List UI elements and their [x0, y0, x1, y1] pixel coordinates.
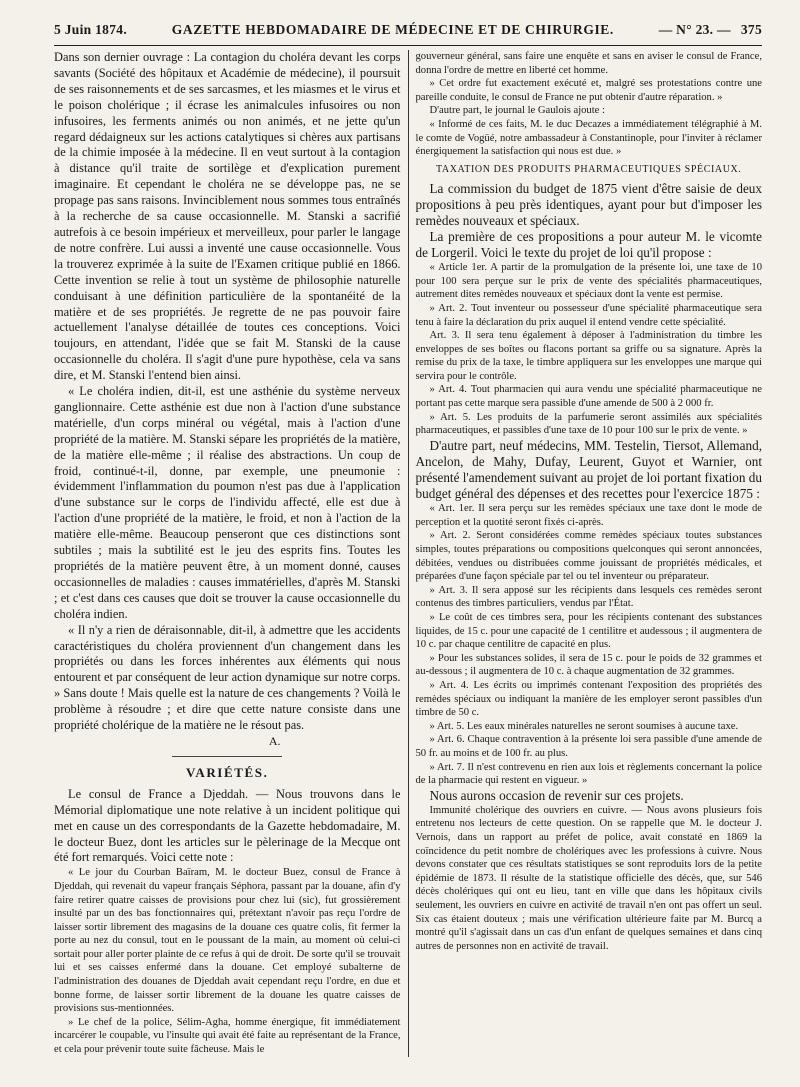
left-paragraph-3: « Il n'y a rien de déraisonnable, dit-il, à admettre que les accidents caractéristiques du choléra proviennent d'un changement dans les propriétés ou dans les forces inhérentes aux éléments qui nous entourent et par conséquent de leur action dynamique sur notre corps. » Sans doute ! Mais quelle est la nature de ces changements ? Voilà le problème à résoudre ; et dire que cette nature consiste dans une propriété cholérique de la matière ne le résout pas.	[54, 622, 401, 733]
left-column	[54, 50, 401, 1057]
consul-note-1: « Le jour du Courban Baïram, M. le docteur Buez, consul de France à Djeddah, qui revenait du vapeur français Séphora, passant par la douane, afin d'y faire retirer quatre caisses de provisions pour chez lui (sic), fut grossièrement insulté par un des bas fonctionnaires qui, prétextant n'avoir pas reçu l'ordre de laisser sortir librement des magasins de la douane ces quatre colis, fit fermer la porte au nez du consul, tout en le poussant de la main, au moment où celui-ci sortait pour aller porter plainte de ce refus à qui de droit. De sorte qu'il se trouvait lui et ses caisses enfermé dans la douane. Cet employé subalterne de l'administration des douanes de Djeddah avait cependant reçu l'ordre, en due et bonne forme, de laisser sortir librement de la douane les quatre caisses de provisions sus-mentionnées.	[54, 867, 401, 1015]
article-signature: A.	[268, 733, 281, 748]
varietes-heading: VARIÉTÉS.	[186, 764, 269, 780]
amendment-article-1: « Art. 1er. Il sera perçu sur les remèdes spéciaux une taxe dont le mode de perception et la quotité seront fixés ci-après.	[415, 503, 762, 528]
amendment-liquids: » Le coût de ces timbres sera, pour les récipients contenant des substances liquides, de 15 c. pour une capacité de 1 centilitre et audessous ; il augmentera de 10 c. par chaque centilitre de capacité en plus.	[415, 611, 762, 651]
amendment-article-7: » Art. 7. Il n'est contrevenu en rien aux lois et règlements concernant la police de la pharmacie qui restent en vigueur. »	[415, 761, 762, 787]
header-rule	[54, 45, 762, 46]
amendment-article-3: » Art. 3. Il sera apposé sur les récipients dans lesquels ces remèdes seront contenus des timbres particuliers, vendus par l'État.	[415, 584, 762, 610]
closing-remark: Nous aurons occasion de revenir sur ces projets.	[429, 787, 684, 803]
columns	[54, 50, 762, 1057]
consul-note-2: » Le chef de la police, Sélim-Agha, homme énergique, fit immédiatement incarcérer le coupable, vu l'insulte qui avait été faite au représentant de la France, et cela pour prévenir toute suite fâcheuse. Mais le	[54, 1016, 401, 1056]
issue-number: — N° 23. —	[658, 22, 731, 37]
taxation-intro: La commission du budget de 1875 vient d'être saisie de deux propositions à peu près identiques, ayant pour but d'imposer les remèdes nouveaux et spéciaux.	[415, 180, 762, 228]
column-divider	[408, 50, 409, 1057]
consul-intro: Le consul de France a Djeddah. — Nous trouvons dans le Mémorial diplomatique une note relative à un incident politique qui met en cause un des correspondants de la Gazette hebdomadaire, M. le docteur Buez, dont les articles sur le pèlerinage de la Mecque ont été fort remarqués. Voici cette note :	[54, 786, 401, 865]
taxation-heading: TAXATION DES PRODUITS PHARMACEUTIQUES SPÉCIAUX.	[436, 163, 742, 175]
section-divider	[172, 756, 282, 757]
lorgeril-article-5: » Art. 5. Les produits de la parfumerie seront assimilés aux spécialités pharmaceutiques, et passibles d'une taxe de 10 pour 100 sur le prix de vente. »	[415, 411, 762, 437]
copper-workers-article: Immunité cholérique des ouvriers en cuivre. — Nous avons plusieurs fois entretenu nos lecteurs de cette question. On se rappelle que M. le docteur J. Vernois, dans un rapport au préfet de police, avait constaté en 1869 la coïncidence du petit nombre de cholériques avec les professions à cuivre. Nous devons constater que ces résultats statistiques se sont reproduits lors de la petite épidémie de 1873. Il résulte de la statistique officielle des décès, que, sur 546 décès cholériques qui ont eu lieu, tant en ville que dans les hôpitaux civils seulement, les ouvriers en cuivre en activité de travail n'en ont pas offert un seul. Six cas étaient douteux ; mais une vérification ultérieure faite par M. Burcq a montré qu'il s'agissait dans un cas d'un enfant de quelques semaines et dans cinq autres de personnes non en activité de travail.	[415, 804, 762, 952]
amendment-article-5: » Art. 5. Les eaux minérales naturelles ne seront soumises à aucune taxe.	[429, 720, 739, 732]
consul-note-3: gouverneur général, sans faire une enquête et sans en aviser le consul de France, donna l'ordre de mettre en liberté cet homme.	[415, 51, 762, 76]
amendment-article-6: » Art. 6. Chaque contravention à la présente loi sera passible d'une amende de 50 fr. au moins et de 100 fr. au plus.	[415, 734, 762, 759]
amendment-solids: » Pour les substances solides, il sera de 15 c. pour le poids de 32 grammes et au-dessous ; il augmentera de 10 c. à chaque augmentation de 32 grammes.	[415, 652, 762, 678]
left-paragraph-1: Dans son dernier ouvrage : La contagion du choléra devant les corps savants (Société des hôpitaux et Académie de médecine), il poursuit de ses raisonnements et de ses sarcasmes, et les miasmes et le virus et le poison cholérique ; il écrase les animalcules infusoires ou non infusoires, les ferments animés ou non animés, et ne jette qu'un regard dédaigneux sur les actions catalytiques si chères aux partisans de la chimie imposée à la médecine. Il en veut surtout à la contagion à distance qu'il traite de sortilège et d'explication purement imaginaire. Et cependant le choléra ne se développe pas, ne se propage pas sans raisons. Invinciblement nous sommes tous entraînés à la recherche de sa cause occasionnelle. M. Stanski a sacrifié autrefois à ce besoin impérieux et merveilleux, pour parler le langage de notre confrère. Lui aussi a inventé une cause occasionnelle. Vous la trouverez exprimée à la suite de l'Examen critique publié en 1866. Cette invention se relie à tout un système de philosophie naturelle conduisant à une définition particulière de la spontanéité de la matière et de ses propriétés. Je regrette de ne pas pouvoir faire actuellement l'analyse détaillée de toutes ces conceptions. Voici toujours, en attendant, l'idée que se fait M. Stanski de la cause occasionnelle du choléra. Il s'agit d'une pure hypothèse, cela va sans dire, et M. Stanski l'entend bien ainsi.	[54, 50, 401, 383]
left-paragraph-2: « Le choléra indien, dit-il, est une asthénie du système nerveux ganglionnaire. Cette asthénie est due non à l'action d'une substance matérielle, d'un corps minéral ou végétal, mais à l'action d'une propriété de la matière. M. Stanski sépare les propriétés de la matière, de la matière elle-même ; il réalise des abstractions. Un coup de froid, continué-t-il, donne, par exemple, une pneumonie : évidemment l'inflammation du poumon n'est pas due à l'application d'une substance sur le corps de l'individu affecté, elle est due à l'action d'une propriété de la matière, le froid, et non à l'action de la matière elle-même. Beaucoup penseront que ces distinctions sont subtiles ; mais la subtilité est le jeu des esprits fins. Toutes les propriétés de la matière peuvent être, à un moment donné, causes occasionnelles de maladies : causes immatérielles, d'après M. Stanski ; et c'est dans ces causes que doit se trouver la cause occasionnelle du choléra indien.	[54, 384, 401, 621]
header-date: 5 Juin 1874.	[54, 22, 127, 37]
amendment-intro: D'autre part, neuf médecins, MM. Testelin, Tiersot, Allemand, Ancelon, de Mahy, Dufay, Leurent, Guyot et Warnier, ont présenté l'amendement suivant au projet de loi portant fixation du budget général des dépenses et des recettes pour l'exercice 1875 :	[415, 437, 762, 502]
lorgeril-article-2: » Art. 2. Tout inventeur ou possesseur d'une spécialité pharmaceutique sera tenu à faire la déclaration du prix auquel il entend vendre cette spécialité.	[415, 302, 762, 328]
lorgeril-intro: La première de ces propositions a pour auteur M. le vicomte de Lorgeril. Voici le texte du projet de loi qu'il propose :	[415, 228, 762, 261]
lorgeril-article-3: Art. 3. Il sera tenu également à déposer à l'administration du timbre les enveloppes de ses boîtes ou flacons portant sa griffe ou sa signature. Après la remise du prix de la taxe, le timbre appliquera sur les enveloppes une marque qui servira pour le contrôle.	[415, 330, 762, 382]
page-header	[54, 22, 762, 42]
lorgeril-article-1: « Article 1er. A partir de la promulgation de la présente loi, une taxe de 10 pour 100 sera perçue sur le prix de vente des spécialités pharmaceutiques, autrement dites remèdes nouveaux et spéciaux dont la vente est permise.	[415, 262, 762, 301]
journal-title: GAZETTE HEBDOMADAIRE DE MÉDECINE ET DE CHIRURGIE.	[171, 22, 614, 37]
right-column	[416, 50, 763, 1057]
consul-note-4: » Cet ordre fut exactement exécuté et, malgré ses protestations contre une pareille conduite, le consul de France ne put obtenir d'autre réparation. »	[415, 78, 762, 103]
page-number: 375	[740, 22, 762, 37]
gaulois-quote: « Informé de ces faits, M. le duc Decazes a immédiatement télégraphié à M. le comte de Vogüé, notre ambassadeur à Constantinople, pour l'inviter à réclamer énergiquement la satisfaction qui nous est due. »	[415, 118, 762, 158]
gaulois-intro: D'autre part, le journal le Gaulois ajoute :	[429, 105, 605, 117]
amendment-article-4: » Art. 4. Les écrits ou imprimés contenant l'exposition des propriétés des remèdes spéciaux ou indiquant la manière de les employer seront passibles d'un timbre de 50 c.	[415, 679, 762, 719]
amendment-article-2: » Art. 2. Seront considérées comme remèdes spéciaux toutes substances simples, toutes préparations ou compositions quelconques qui seront annoncées, débitées, vendues ou distribuées comme jouissant de propriétés médicales, et préparées d'une façon spéciale par tel ou tel inventeur ou préparateur.	[415, 530, 762, 583]
lorgeril-article-4: » Art. 4. Tout pharmacien qui aura vendu une spécialité pharmaceutique ne portant pas cette marque sera passible d'une amende de 500 à 2 000 fr.	[415, 384, 762, 410]
